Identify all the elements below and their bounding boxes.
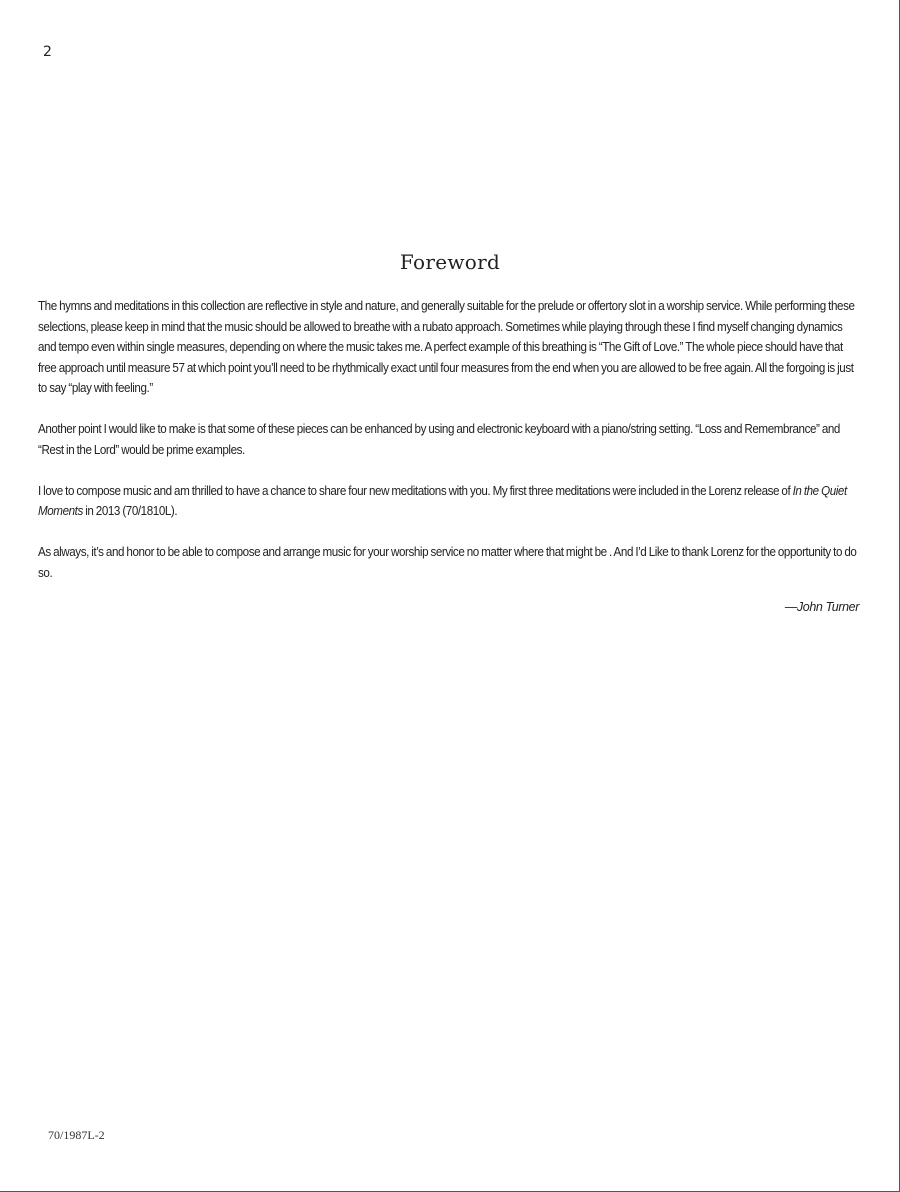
page-number: 2 — [43, 44, 52, 60]
author-signature — [785, 600, 859, 614]
paragraph-4: As always, it’s and honor to be able to compose and arrange music for your worship service no matter where that might be . And I’d Like to thank Lorenz for the opportunity to do so. — [38, 545, 857, 580]
collection-title: In the Quiet Moments — [38, 483, 847, 518]
signature-dash: — — [784, 600, 797, 614]
paragraph-3 — [38, 481, 860, 522]
foreword-body — [38, 296, 857, 604]
author-name: John Turner — [796, 600, 859, 614]
paragraph-1: The hymns and meditations in this collection are reflective in style and nature, and generally suitable for the prelude or offertory slot in a worship service. While performing these selections, please keep in mind that the music should be allowed to breathe with a rubato approach. Sometimes while playing through these I find myself changing dynamics and tempo even within single measures, depending on where the music takes me. A perfect example of this breathing is “The Gift of Love.” The whole piece should have that free approach until measure 57 at which point you’ll need to be rhythmically exact until four measures from the end when you are allowed to be free again. All the forgoing is just to say “play with feeling.” — [38, 299, 855, 395]
paragraph-2: Another point I would like to make is that some of these pieces can be enhanced by using and electronic keyboard with a piano/string setting. “Loss and Remembrance” and “Rest in the Lord” would be prime examples. — [38, 422, 840, 457]
paragraph-3-text-end: in 2013 (70/1810L). — [82, 504, 178, 518]
paragraph-3-text-start: I love to compose music and am thrilled to have a chance to share four new meditations with you. My first three meditations were included in the Lorenz release of — [38, 483, 793, 498]
page-title: Foreword — [399, 250, 501, 274]
catalog-number: 70/1987L-2 — [48, 1128, 105, 1142]
